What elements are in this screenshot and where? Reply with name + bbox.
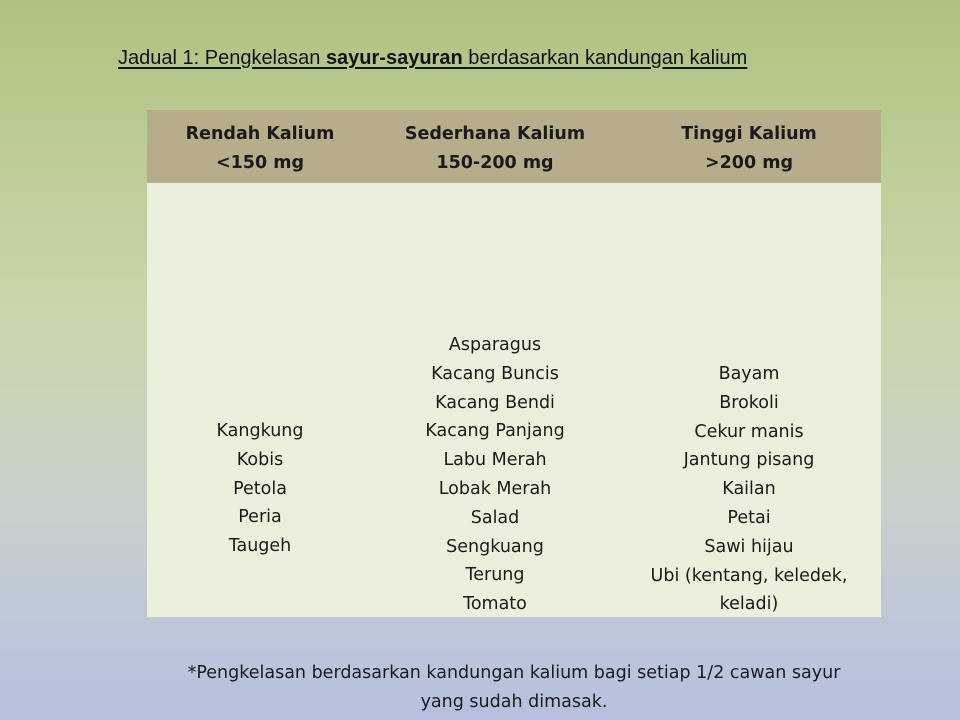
column-medium-potassium — [373, 331, 617, 619]
column-low-potassium — [147, 417, 373, 561]
list-item: Kacang Panjang — [425, 421, 565, 442]
title-prefix: Jadual 1: Pengkelasan — [118, 47, 326, 69]
header-low-potassium — [147, 120, 373, 178]
list-item: Tomato — [463, 594, 527, 615]
header-range: 150-200 mg — [436, 153, 554, 173]
list-item: Bayam — [718, 364, 780, 384]
list-item: Petola — [233, 478, 287, 499]
list-item: keladi) — [719, 594, 779, 615]
list-item: Kailan — [722, 479, 776, 500]
header-medium-potassium — [373, 120, 617, 178]
footnote-line: *Pengkelasan berdasarkan kandungan kalium bagi setiap 1/2 cawan sayur — [187, 663, 841, 683]
header-label: Sederhana Kalium — [404, 124, 586, 144]
list-item: Ubi (kentang, keledek, — [650, 565, 848, 586]
list-item: Salad — [470, 507, 520, 528]
list-item: Kacang Bendi — [435, 392, 555, 413]
header-range: <150 mg — [215, 153, 305, 173]
list-item: Cekur manis — [694, 421, 804, 442]
list-item: Sawi hijau — [704, 536, 794, 557]
list-item: Labu Merah — [443, 450, 547, 471]
list-item: Jantung pisang — [683, 450, 815, 471]
header-label: Rendah Kalium — [185, 124, 335, 144]
column-high-potassium — [617, 360, 881, 619]
header-range: >200 mg — [704, 153, 794, 173]
title-bold: sayur-sayuran — [325, 47, 469, 69]
header-high-potassium — [617, 120, 881, 178]
list-item: Brokoli — [719, 392, 779, 413]
list-item: Asparagus — [448, 335, 542, 355]
list-item: Peria — [238, 507, 282, 528]
list-item: Kacang Buncis — [431, 363, 559, 384]
header-label: Tinggi Kalium — [681, 124, 817, 144]
list-item: Kobis — [236, 449, 284, 470]
list-item: Lobak Merah — [438, 478, 552, 499]
potassium-table — [147, 110, 881, 712]
list-item: Taugeh — [228, 536, 292, 557]
page-title — [118, 47, 747, 70]
list-item: Sengkuang — [446, 536, 544, 557]
list-item: Petai — [727, 507, 771, 528]
list-item: Terung — [465, 565, 525, 586]
list-item: Kangkung — [216, 421, 304, 441]
footnote-line: yang sudah dimasak. — [420, 692, 608, 712]
table-footnote — [147, 659, 881, 717]
title-suffix: berdasarkan kandungan kalium — [468, 47, 748, 69]
